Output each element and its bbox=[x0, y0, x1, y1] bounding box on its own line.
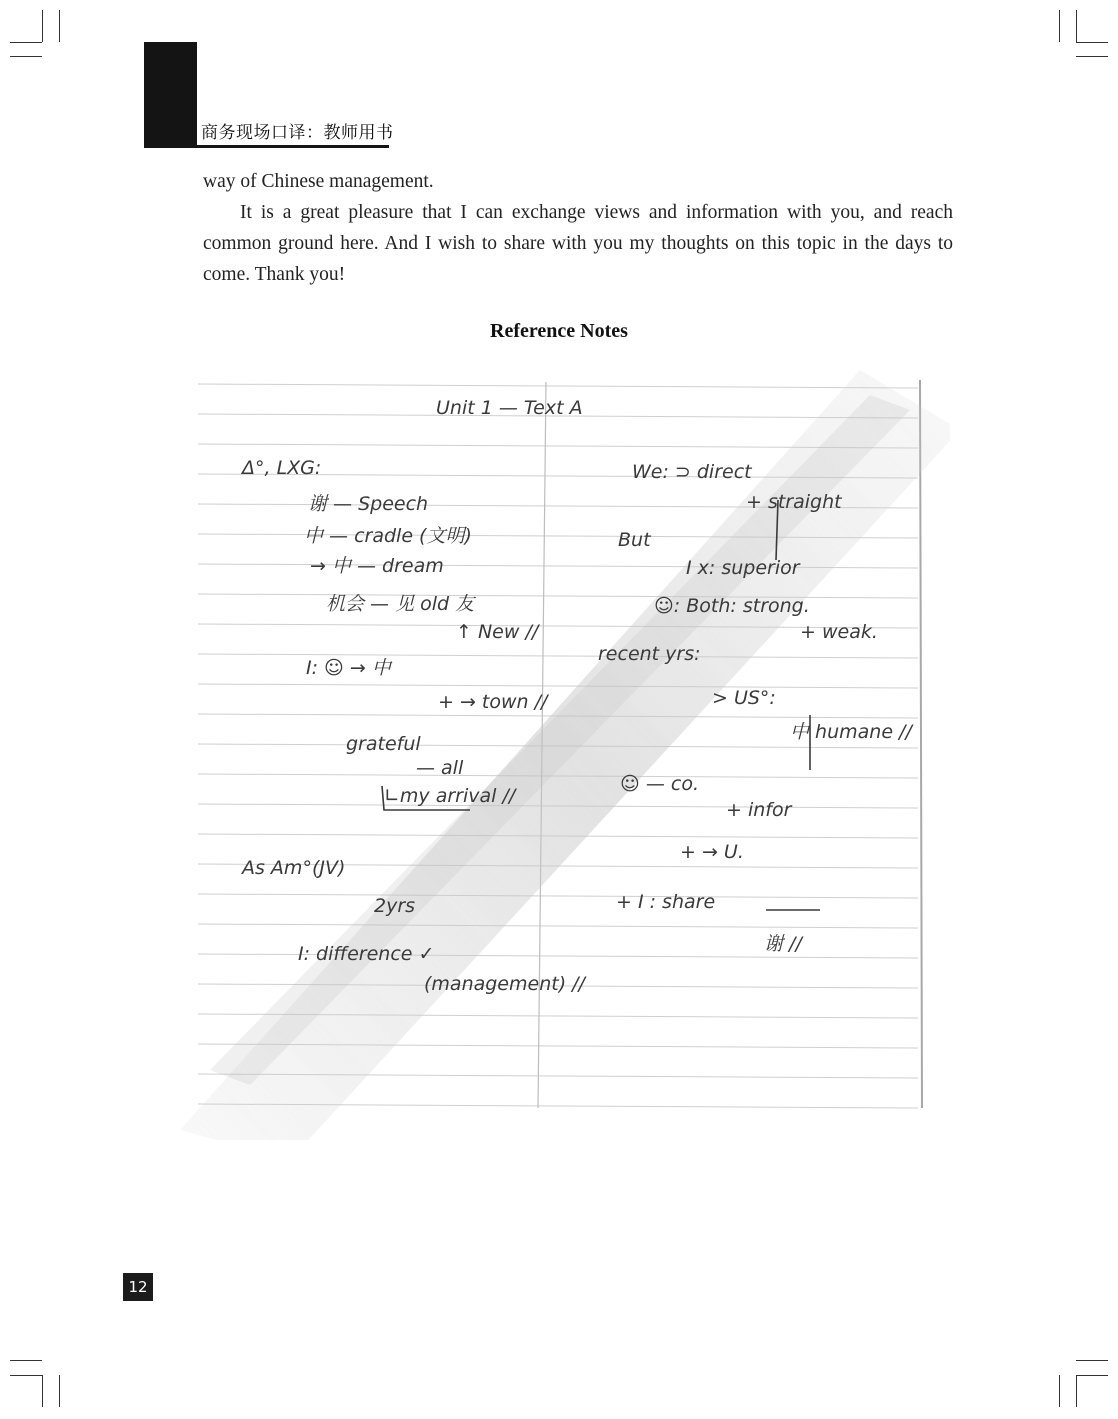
crop-mark bbox=[1076, 1360, 1108, 1361]
note-left-line: I: difference ✓ bbox=[298, 943, 435, 965]
note-left-line: As Am°(JV) bbox=[242, 857, 346, 879]
note-left-line: 中 — cradle (文明) bbox=[304, 525, 472, 547]
note-left-line: 机会 — 见 old 友 bbox=[326, 593, 475, 615]
note-right-line: + infor bbox=[726, 799, 792, 821]
crop-mark bbox=[1076, 10, 1077, 42]
note-right-line: But bbox=[618, 529, 651, 551]
crop-mark bbox=[59, 10, 60, 42]
note-left-line: + → town // bbox=[438, 691, 548, 713]
note-right-line: We: ⊃ direct bbox=[632, 461, 752, 483]
note-left-line: 2yrs bbox=[374, 895, 416, 917]
note-right-line: ☺ — co. bbox=[620, 773, 699, 795]
header-rule bbox=[144, 145, 389, 148]
crop-mark bbox=[1076, 1375, 1108, 1376]
note-left-line: — all bbox=[416, 757, 464, 779]
note-left-line: ∟my arrival // bbox=[384, 785, 516, 807]
note-right-line: > US°: bbox=[712, 687, 776, 709]
note-left-line: Δ°, LXG: bbox=[242, 457, 322, 479]
handwritten-notes-sheet bbox=[170, 370, 950, 1140]
page-number: 12 bbox=[123, 1273, 153, 1301]
crop-mark bbox=[1059, 10, 1060, 42]
crop-mark bbox=[1059, 1375, 1060, 1407]
note-left-line: I: ☺ → 中 bbox=[306, 657, 391, 679]
note-right-line: + → U. bbox=[680, 841, 744, 863]
paragraph-closing: It is a great pleasure that I can exchange views and information with you, and reach common ground here. And I wish to share with you my thoughts on this topic in the days to come. Thank you! bbox=[203, 202, 953, 285]
note-left-line: → 中 — dream bbox=[310, 555, 444, 577]
note-right-line: I x: superior bbox=[686, 557, 800, 579]
note-right-line: 中 humane // bbox=[790, 721, 912, 743]
crop-mark bbox=[10, 1375, 42, 1376]
body-text bbox=[203, 166, 953, 290]
reference-notes-heading: Reference Notes bbox=[490, 320, 628, 342]
note-left-line: grateful bbox=[346, 733, 421, 755]
crop-mark bbox=[42, 1375, 43, 1407]
crop-mark bbox=[1076, 56, 1108, 57]
crop-mark bbox=[10, 42, 42, 43]
crop-mark bbox=[10, 1360, 42, 1361]
crop-mark bbox=[10, 56, 42, 57]
crop-mark bbox=[1076, 42, 1108, 43]
note-right-line: 谢 // bbox=[764, 933, 802, 955]
crop-mark bbox=[59, 1375, 60, 1407]
note-title: Unit 1 — Text A bbox=[436, 397, 583, 419]
note-left-line: (management) // bbox=[424, 973, 585, 995]
note-right-line: + straight bbox=[746, 491, 842, 513]
note-left-line: 谢 — Speech bbox=[308, 493, 429, 515]
book-title: 商务现场口译：教师用书 bbox=[201, 123, 394, 143]
note-right-line: + I : share bbox=[616, 891, 716, 913]
note-left-line: ↑ New // bbox=[456, 621, 539, 643]
note-right-line: ☺: Both: strong. bbox=[654, 595, 810, 617]
header-black-block bbox=[144, 42, 197, 148]
crop-mark bbox=[1076, 1375, 1077, 1407]
watermark-band bbox=[180, 370, 950, 1140]
note-right-line: + weak. bbox=[800, 621, 878, 643]
note-right-line: recent yrs: bbox=[598, 643, 701, 665]
crop-mark bbox=[42, 10, 43, 42]
paragraph-continued: way of Chinese management. bbox=[203, 171, 434, 192]
page-edge bbox=[920, 380, 922, 1108]
